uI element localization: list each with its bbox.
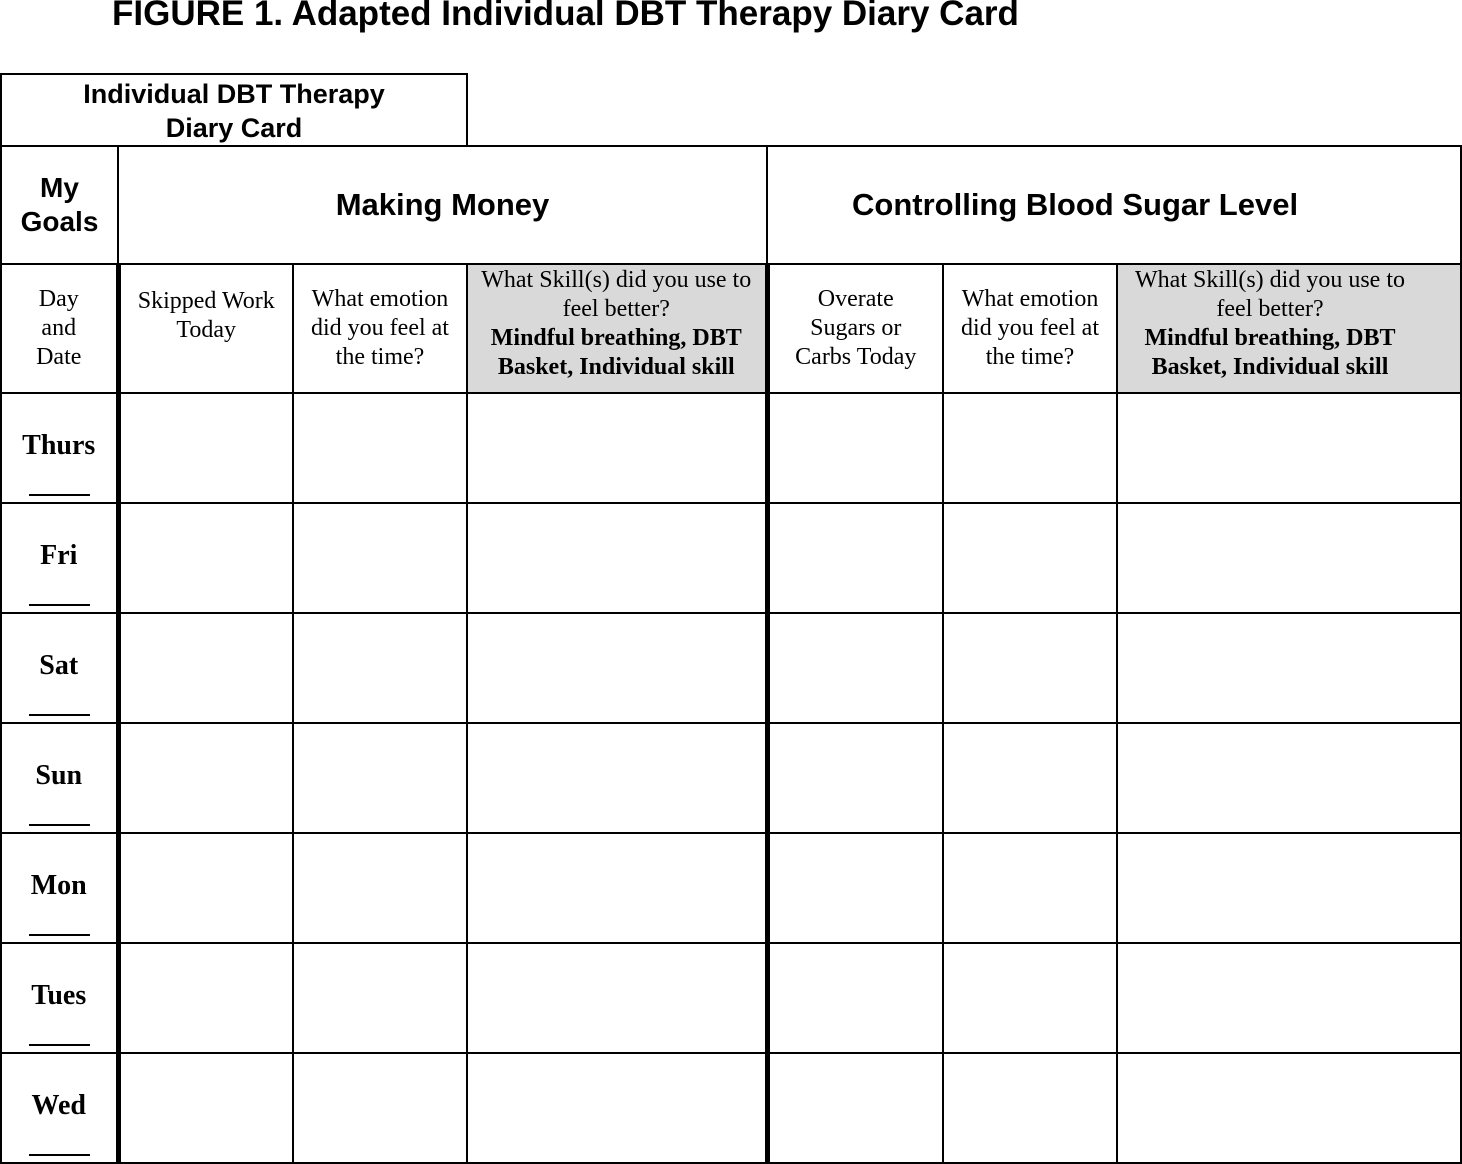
- entry-cell[interactable]: [943, 613, 1117, 723]
- goal-1-behavior-header: [118, 264, 293, 393]
- day-row-fri: [1, 503, 1461, 613]
- goal-1-cell: [118, 146, 767, 264]
- diary-table: [0, 145, 1462, 1164]
- entry-cell[interactable]: [293, 1053, 467, 1163]
- day-cell-wed: [1, 1053, 118, 1163]
- day-row-tues: [1, 943, 1461, 1053]
- card-title: Individual DBT Therapy Diary Card: [83, 79, 385, 143]
- day-row-wed: [1, 1053, 1461, 1163]
- entry-cell[interactable]: [943, 1053, 1117, 1163]
- entry-cell[interactable]: [293, 833, 467, 943]
- entry-cell[interactable]: [118, 833, 293, 943]
- entry-cell[interactable]: [767, 1053, 943, 1163]
- goal-1-skill-question: What Skill(s) did you use to feel better?: [481, 267, 752, 322]
- goal-2-behavior-header: [767, 264, 943, 393]
- day-date-label: Day and Date: [36, 286, 82, 370]
- entry-cell[interactable]: [943, 943, 1117, 1053]
- my-goals-label: My Goals: [20, 172, 99, 237]
- entry-cell[interactable]: [943, 723, 1117, 833]
- entry-cell[interactable]: [1117, 613, 1461, 723]
- day-date-header: [1, 264, 118, 393]
- entry-cell[interactable]: [467, 393, 767, 503]
- day-cell-fri: [1, 503, 118, 613]
- my-goals-cell: [1, 146, 118, 264]
- goal-1-behavior-label: Skipped Work Today: [137, 287, 275, 343]
- card-title-box: [0, 73, 468, 147]
- entry-cell[interactable]: [467, 723, 767, 833]
- entry-cell[interactable]: [767, 503, 943, 613]
- entry-cell[interactable]: [293, 393, 467, 503]
- entry-cell[interactable]: [118, 503, 293, 613]
- date-line[interactable]: [29, 714, 90, 716]
- day-name: Sun: [35, 760, 83, 791]
- day-row-sun: [1, 723, 1461, 833]
- entry-cell[interactable]: [943, 833, 1117, 943]
- day-cell-tues: [1, 943, 118, 1053]
- goal-2-skill-options: Mindful breathing, DBT Basket, Individual skill: [1144, 325, 1396, 380]
- entry-cell[interactable]: [118, 1053, 293, 1163]
- goal-1-skill-options: Mindful breathing, DBT Basket, Individual skill: [490, 325, 742, 380]
- goal-2-behavior-label: Overate Sugars or Carbs Today: [795, 286, 917, 370]
- goal-1-skill-header: [467, 264, 767, 393]
- entry-cell[interactable]: [943, 503, 1117, 613]
- day-name: Sat: [39, 650, 79, 681]
- day-name: Wed: [31, 1090, 86, 1121]
- entry-cell[interactable]: [943, 393, 1117, 503]
- entry-cell[interactable]: [293, 943, 467, 1053]
- goal-2-name: Controlling Blood Sugar Level: [852, 187, 1299, 222]
- day-cell-mon: [1, 833, 118, 943]
- date-line[interactable]: [29, 1044, 90, 1046]
- goal-1-emotion-label: What emotion did you feel at the time?: [311, 286, 449, 370]
- entry-cell[interactable]: [1117, 943, 1461, 1053]
- goal-1-name: Making Money: [335, 187, 550, 222]
- entry-cell[interactable]: [467, 943, 767, 1053]
- day-row-sat: [1, 613, 1461, 723]
- entry-cell[interactable]: [1117, 393, 1461, 503]
- entry-cell[interactable]: [118, 723, 293, 833]
- goal-2-emotion-label: What emotion did you feel at the time?: [961, 286, 1099, 370]
- entry-cell[interactable]: [1117, 503, 1461, 613]
- day-row-mon: [1, 833, 1461, 943]
- entry-cell[interactable]: [293, 503, 467, 613]
- entry-cell[interactable]: [467, 1053, 767, 1163]
- entry-cell[interactable]: [118, 393, 293, 503]
- goal-2-skill-header: [1117, 264, 1461, 393]
- day-name: Thurs: [22, 430, 96, 461]
- date-line[interactable]: [29, 1154, 90, 1156]
- entry-cell[interactable]: [767, 613, 943, 723]
- entry-cell[interactable]: [1117, 1053, 1461, 1163]
- entry-cell[interactable]: [1117, 833, 1461, 943]
- entry-cell[interactable]: [467, 833, 767, 943]
- goal-1-emotion-header: [293, 264, 467, 393]
- date-line[interactable]: [29, 934, 90, 936]
- entry-cell[interactable]: [767, 943, 943, 1053]
- date-line[interactable]: [29, 824, 90, 826]
- entry-cell[interactable]: [467, 503, 767, 613]
- entry-cell[interactable]: [767, 723, 943, 833]
- day-cell-thurs: [1, 393, 118, 503]
- day-name: Fri: [40, 540, 78, 571]
- goals-row: [1, 146, 1461, 264]
- entry-cell[interactable]: [1117, 723, 1461, 833]
- entry-cell[interactable]: [767, 833, 943, 943]
- entry-cell[interactable]: [767, 393, 943, 503]
- entry-cell[interactable]: [467, 613, 767, 723]
- day-name: Mon: [30, 870, 87, 901]
- day-name: Tues: [31, 980, 87, 1011]
- date-line[interactable]: [29, 604, 90, 606]
- day-cell-sat: [1, 613, 118, 723]
- goal-2-emotion-header: [943, 264, 1117, 393]
- date-line[interactable]: [29, 494, 90, 496]
- entry-cell[interactable]: [118, 943, 293, 1053]
- goal-2-cell: [767, 146, 1461, 264]
- figure-title: FIGURE 1. Adapted Individual DBT Therapy Diary Card: [112, 0, 1019, 33]
- entry-cell[interactable]: [293, 613, 467, 723]
- day-cell-sun: [1, 723, 118, 833]
- column-header-row: [1, 264, 1461, 393]
- day-row-thurs: [1, 393, 1461, 503]
- entry-cell[interactable]: [118, 613, 293, 723]
- goal-2-skill-question: What Skill(s) did you use to feel better?: [1135, 267, 1405, 322]
- entry-cell[interactable]: [293, 723, 467, 833]
